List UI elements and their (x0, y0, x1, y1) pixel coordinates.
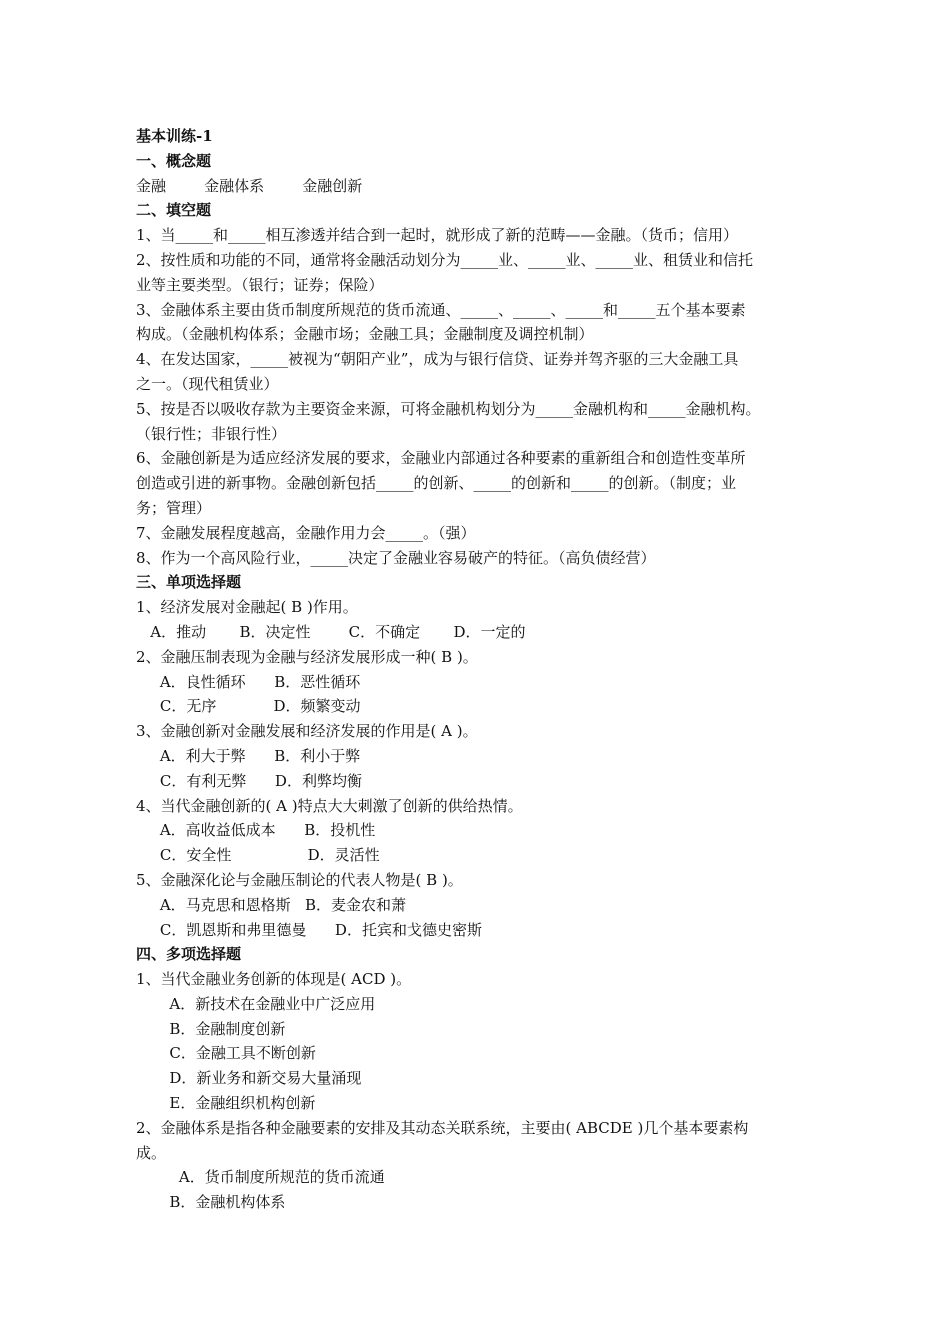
section-heading: 一、概念题 (136, 151, 212, 170)
text-line: 6、金融创新是为适应经济发展的要求，金融业内部通过各种要素的重新组合和创造性变革所 (136, 449, 746, 468)
text-line: 2、金融压制表现为金融与经济发展形成一种( B )。 (136, 647, 478, 666)
text-line: A．良性循环 B．恶性循环 (136, 672, 361, 691)
text-line: 3、金融体系主要由货币制度所规范的货币流通、_____、_____、_____和_____五个基本要素 (136, 300, 746, 319)
text-line: B．金融机构体系 (136, 1193, 286, 1212)
text-line: 构成。（金融机构体系；金融市场；金融工具；金融制度及调控机制） (136, 325, 594, 344)
text-line: 5、金融深化论与金融压制论的代表人物是( B )。 (136, 870, 463, 889)
text-line: C．无序 D．频繁变动 (136, 697, 361, 716)
text-line: 成。 (136, 1143, 167, 1162)
text-line: 4、在发达国家，_____被视为“朝阳产业”，成为与银行信贷、证券并驾齐驱的三大金融工具 (136, 350, 739, 369)
text-line: 1、当_____和_____相互渗透并结合到一起时，就形成了新的范畴——金融。（货币；信用） (136, 226, 739, 245)
text-line: 务；管理） (136, 498, 212, 517)
text-line: C．凯恩斯和弗里德曼 D．托宾和戈德史密斯 (136, 920, 482, 939)
text-line: A．利大于弊 B．利小于弊 (136, 746, 361, 765)
text-line: A．推动 B．决定性 C．不确定 D．一定的 (136, 622, 526, 641)
text-line: A．马克思和恩格斯 B．麦金农和萧 (136, 895, 407, 914)
text-line: 1、经济发展对金融起( B )作用。 (136, 598, 358, 617)
section-heading: 三、单项选择题 (136, 573, 242, 592)
document-body (136, 124, 836, 1215)
text-line: A．货币制度所规范的货币流通 (136, 1168, 385, 1187)
text-line: 5、按是否以吸收存款为主要资金来源，可将金融机构划分为_____金融机构和_____金融机构。 (136, 399, 761, 418)
text-line: 8、作为一个高风险行业，_____决定了金融业容易破产的特征。（高负债经营） (136, 548, 656, 567)
text-line: D．新业务和新交易大量涌现 (136, 1069, 362, 1088)
text-line: 2、金融体系是指各种金融要素的安排及其动态关联系统，主要由( ABCDE )几个基本要素构 (136, 1118, 749, 1137)
text-line: 2、按性质和功能的不同，通常将金融活动划分为_____业、_____业、_____业、租赁业和信托 (136, 250, 754, 269)
text-line: 之一。（现代租赁业） (136, 374, 279, 393)
text-line: （银行性；非银行性） (136, 424, 287, 443)
document-title: 基本训练-1 (136, 127, 213, 145)
text-line: A．新技术在金融业中广泛应用 (136, 994, 376, 1013)
text-line: C．有利无弊 D．利弊均衡 (136, 771, 362, 790)
text-line: 7、金融发展程度越高，金融作用力会_____。（强） (136, 523, 476, 542)
text-line: 1、当代金融业务创新的体现是( ACD )。 (136, 970, 412, 989)
document-lines (136, 149, 836, 1215)
text-line: B．金融制度创新 (136, 1019, 286, 1038)
section-heading: 四、多项选择题 (136, 945, 242, 964)
text-line: 金融 金融体系 金融创新 (136, 176, 363, 195)
text-line: E．金融组织机构创新 (136, 1094, 316, 1113)
text-line: C．金融工具不断创新 (136, 1044, 316, 1063)
text-line: C．安全性 D．灵活性 (136, 846, 380, 865)
text-line: A．高收益低成本 B．投机性 (136, 821, 376, 840)
text-line: 业等主要类型。（银行；证券；保险） (136, 275, 384, 294)
text-line: 创造或引进的新事物。金融创新包括_____的创新、_____的创新和_____的创新。（制度；业 (136, 474, 737, 493)
text-line: 4、当代金融创新的( A )特点大大刺激了创新的供给热情。 (136, 796, 523, 815)
text-line: 3、金融创新对金融发展和经济发展的作用是( A )。 (136, 722, 478, 741)
section-heading: 二、填空题 (136, 201, 212, 220)
